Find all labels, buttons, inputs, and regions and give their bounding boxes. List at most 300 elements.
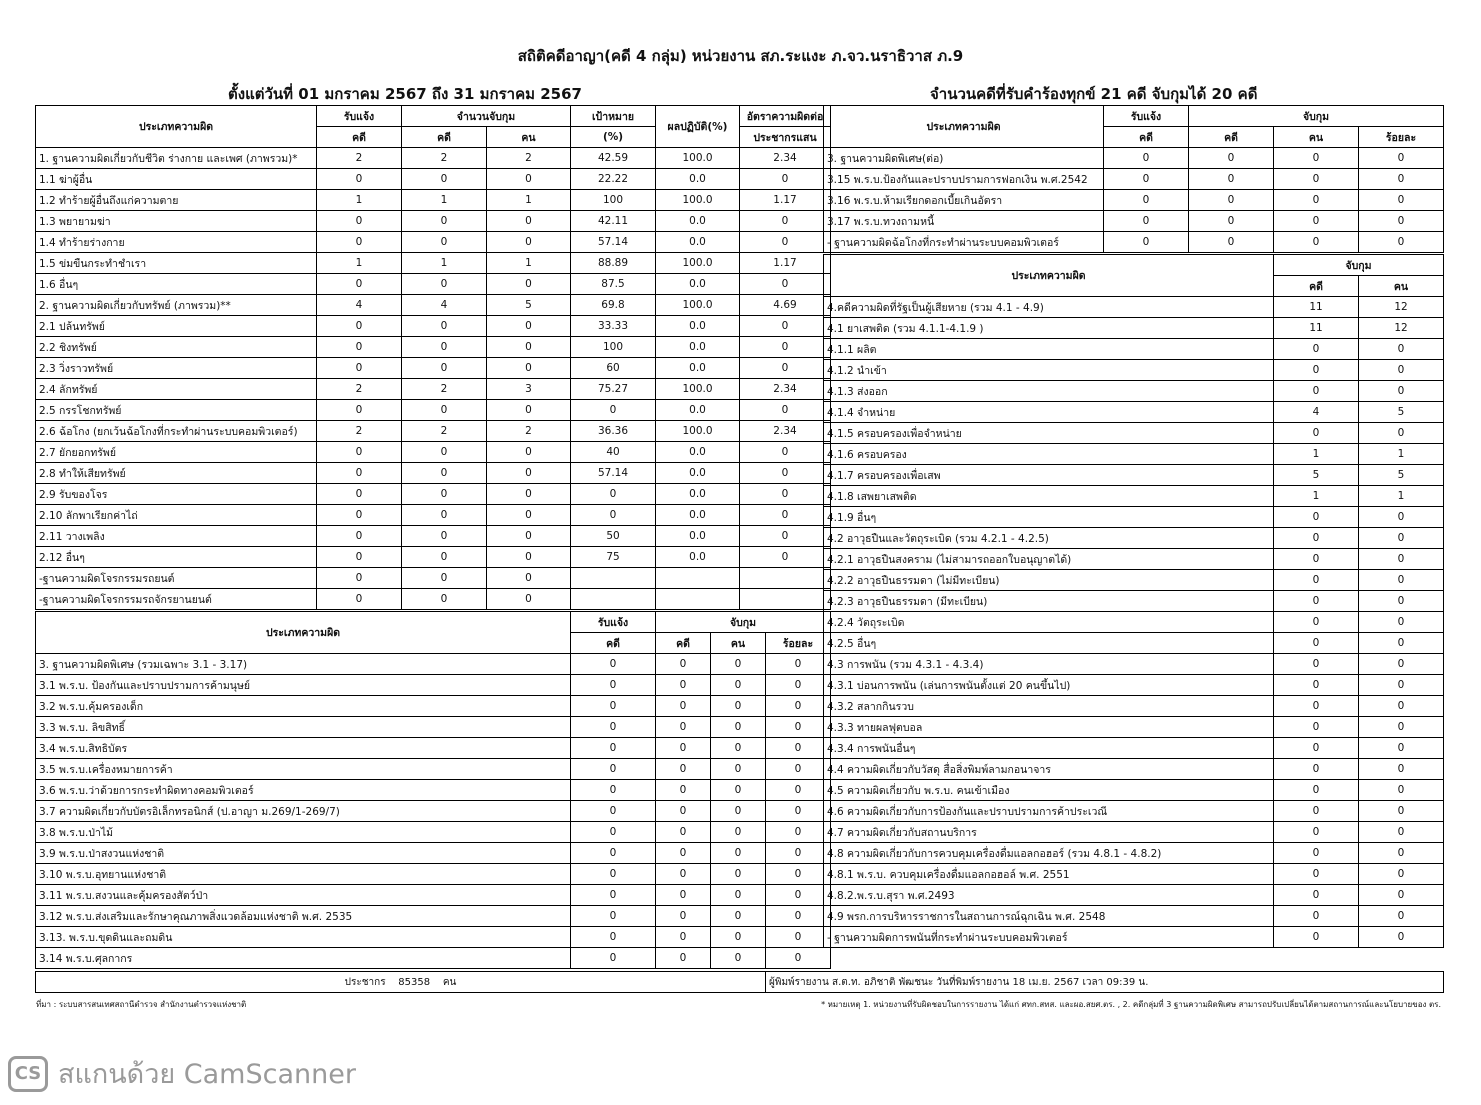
offense-label: 4.8 ความผิดเกี่ยวกับการควบคุมเครื่องดื่มแอลกอฮอร์ (รวม 4.8.1 - 4.8.2): [824, 843, 1274, 864]
value-cell: [656, 568, 740, 589]
value-cell: 0.0: [656, 400, 740, 421]
value-cell: 0: [1274, 738, 1359, 759]
value-cell: 0: [317, 547, 402, 568]
value-cell: 0: [1359, 423, 1444, 444]
value-cell: 0: [740, 505, 831, 526]
value-cell: [571, 589, 656, 610]
table-row: [824, 801, 1444, 822]
value-cell: 0: [711, 696, 766, 717]
value-cell: 0: [402, 337, 487, 358]
value-cell: 0: [1359, 232, 1444, 253]
value-cell: 0: [571, 843, 656, 864]
offense-label: 3.15 พ.ร.บ.ป้องกันและปราบปรามการฟอกเงิน พ.ศ.2542: [824, 169, 1104, 190]
value-cell: 0: [1274, 339, 1359, 360]
value-cell: 0: [402, 316, 487, 337]
offense-label: 4.3.2 สลากกินรวบ: [824, 696, 1274, 717]
report-period: ตั้งแต่วันที่ 01 มกราคม 2567 ถึง 31 มกราคม 2567: [228, 85, 582, 103]
offense-label: 2.5 กรรโชกทรัพย์: [36, 400, 317, 421]
value-cell: 0: [656, 759, 711, 780]
value-cell: 0: [711, 654, 766, 675]
offense-label: 3.5 พ.ร.บ.เครื่องหมายการค้า: [36, 759, 571, 780]
table-row: [36, 738, 831, 759]
offense-label: 2.4 ลักทรัพย์: [36, 379, 317, 400]
value-cell: 0: [1274, 169, 1359, 190]
value-cell: 0: [317, 358, 402, 379]
value-cell: 0: [1359, 570, 1444, 591]
value-cell: 0: [487, 547, 571, 568]
value-cell: 0: [1274, 780, 1359, 801]
special-offense-table: [35, 611, 831, 969]
value-cell: 0: [740, 169, 831, 190]
value-cell: 0: [656, 717, 711, 738]
source-note: ที่มา : ระบบสารสนเทศสถานีตำรวจ สำนักงานตำรวจแห่งชาติ: [36, 1000, 247, 1009]
value-cell: 0: [1274, 759, 1359, 780]
value-cell: 0: [1274, 717, 1359, 738]
value-cell: 0: [571, 801, 656, 822]
table-row: [36, 717, 831, 738]
value-cell: 0: [317, 400, 402, 421]
table-row: [36, 253, 831, 274]
value-cell: 0: [656, 801, 711, 822]
offense-label: 1.2 ทำร้ายผู้อื่นถึงแก่ความตาย: [36, 190, 317, 211]
col-arrest-percent: ร้อยละ: [1359, 127, 1444, 148]
table-row: [824, 507, 1444, 528]
value-cell: 1: [487, 253, 571, 274]
value-cell: 0: [711, 759, 766, 780]
value-cell: 0: [766, 927, 831, 948]
value-cell: 0.0: [656, 526, 740, 547]
value-cell: 0: [711, 717, 766, 738]
offense-label: 2. ฐานความผิดเกี่ยวกับทรัพย์ (ภาพรวม)**: [36, 295, 317, 316]
value-cell: 0: [1359, 885, 1444, 906]
value-cell: 0: [571, 927, 656, 948]
offense-label: 1.3 พยายามฆ่า: [36, 211, 317, 232]
value-cell: 50: [571, 526, 656, 547]
col-received-cases: คดี: [1104, 127, 1189, 148]
value-cell: [571, 568, 656, 589]
value-cell: 0: [487, 316, 571, 337]
offense-label: 4.1 ยาเสพติด (รวม 4.1.1-4.1.9 ): [824, 318, 1274, 339]
offense-label: 4.2 อาวุธปืนและวัตถุระเบิด (รวม 4.2.1 - 4.2.5): [824, 528, 1274, 549]
value-cell: 0: [656, 738, 711, 759]
value-cell: 0: [1189, 190, 1274, 211]
value-cell: 0: [740, 547, 831, 568]
value-cell: 0: [571, 948, 656, 969]
table-row: [36, 442, 831, 463]
offense-label: 2.6 ฉ้อโกง (ยกเว้นฉ้อโกงที่กระทำผ่านระบบคอมพิวเตอร์): [36, 421, 317, 442]
value-cell: 0: [487, 358, 571, 379]
value-cell: 0: [1274, 528, 1359, 549]
value-cell: 0: [1359, 801, 1444, 822]
value-cell: 100.0: [656, 295, 740, 316]
value-cell: 0: [766, 717, 831, 738]
value-cell: 0: [1359, 190, 1444, 211]
value-cell: 0: [766, 843, 831, 864]
table-row: [36, 337, 831, 358]
table-row: [36, 190, 831, 211]
value-cell: 2: [487, 148, 571, 169]
table-row: [36, 568, 831, 589]
offense-label: 4.6 ความผิดเกี่ยวกับการป้องกันและปราบปรามการค้าประเวณี: [824, 801, 1274, 822]
value-cell: 0: [317, 568, 402, 589]
offense-label: 3.13. พ.ร.บ.ขุดดินและถมดิน: [36, 927, 571, 948]
value-cell: 0: [402, 505, 487, 526]
value-cell: [740, 589, 831, 610]
value-cell: 88.89: [571, 253, 656, 274]
table-row: [824, 318, 1444, 339]
value-cell: 0: [656, 696, 711, 717]
offense-label: 1. ฐานความผิดเกี่ยวกับชีวิต ร่างกาย และเพศ (ภาพรวม)*: [36, 148, 317, 169]
value-cell: 0: [487, 484, 571, 505]
value-cell: 0: [656, 885, 711, 906]
value-cell: 0: [1359, 927, 1444, 948]
table-row: [36, 232, 831, 253]
offense-label: 3. ฐานความผิดพิเศษ (รวมเฉพาะ 3.1 - 3.17): [36, 654, 571, 675]
table-row: [824, 423, 1444, 444]
value-cell: 2.34: [740, 148, 831, 169]
value-cell: 0: [740, 274, 831, 295]
value-cell: 0: [766, 948, 831, 969]
value-cell: 0: [1274, 612, 1359, 633]
table-row: [824, 759, 1444, 780]
camscanner-logo-icon: CS: [8, 1056, 48, 1092]
table-row: [824, 232, 1444, 253]
table-row: [36, 526, 831, 547]
offense-label: 3.7 ความผิดเกี่ยวกับบัตรอิเล็กทรอนิกส์ (ป.อาญา ม.269/1-269/7): [36, 801, 571, 822]
value-cell: 0.0: [656, 505, 740, 526]
offense-label: 4.คดีความผิดที่รัฐเป็นผู้เสียหาย (รวม 4.1 - 4.9): [824, 297, 1274, 318]
value-cell: 1: [1359, 444, 1444, 465]
value-cell: 0: [571, 822, 656, 843]
table-row: [824, 696, 1444, 717]
value-cell: 0: [1274, 696, 1359, 717]
table-row: [36, 547, 831, 568]
offense-label: 1.4 ทำร้ายร่างกาย: [36, 232, 317, 253]
value-cell: 12: [1359, 297, 1444, 318]
table-row: [824, 297, 1444, 318]
col-received-cases: คดี: [571, 633, 656, 654]
offense-label: 4.2.1 อาวุธปืนสงคราม (ไม่สามารถออกใบอนุญาตได้): [824, 549, 1274, 570]
value-cell: 2: [402, 379, 487, 400]
value-cell: 0: [571, 505, 656, 526]
value-cell: 4: [317, 295, 402, 316]
value-cell: 0: [402, 547, 487, 568]
value-cell: 0: [1359, 738, 1444, 759]
value-cell: 0: [1359, 759, 1444, 780]
table-row: [824, 444, 1444, 465]
offense-label: -ฐานความผิดโจรกรรมรถจักรยานยนต์: [36, 589, 317, 610]
value-cell: 0: [402, 568, 487, 589]
table-row: [824, 528, 1444, 549]
value-cell: 0: [740, 442, 831, 463]
value-cell: 1: [1274, 486, 1359, 507]
offense-label: 3. ฐานความผิดพิเศษ(ต่อ): [824, 148, 1104, 169]
offense-label: - ฐานความผิดการพนันที่กระทำผ่านระบบคอมพิวเตอร์: [824, 927, 1274, 948]
table-row: [36, 675, 831, 696]
value-cell: 0: [487, 274, 571, 295]
value-cell: 0: [317, 526, 402, 547]
value-cell: 0.0: [656, 484, 740, 505]
value-cell: 1: [1359, 486, 1444, 507]
offense-label: 4.1.1 ผลิต: [824, 339, 1274, 360]
value-cell: 0: [487, 211, 571, 232]
offense-label: 4.3 การพนัน (รวม 4.3.1 - 4.3.4): [824, 654, 1274, 675]
value-cell: 0: [1274, 885, 1359, 906]
value-cell: 0: [1274, 232, 1359, 253]
value-cell: 0: [402, 358, 487, 379]
state-victim-offense-table: [823, 254, 1444, 948]
value-cell: 0: [1359, 549, 1444, 570]
col-arrest-persons: คน: [487, 127, 571, 148]
value-cell: 0: [1274, 423, 1359, 444]
value-cell: 0: [1359, 339, 1444, 360]
table-row: [824, 927, 1444, 948]
value-cell: 0.0: [656, 211, 740, 232]
table-row: [36, 864, 831, 885]
table-row: [824, 717, 1444, 738]
table-row: [824, 780, 1444, 801]
offense-label: 4.1.2 นำเข้า: [824, 360, 1274, 381]
table-row: [824, 148, 1444, 169]
value-cell: 2: [317, 379, 402, 400]
value-cell: 0: [571, 717, 656, 738]
value-cell: 0: [1274, 633, 1359, 654]
value-cell: 0: [1274, 675, 1359, 696]
value-cell: 0: [1274, 190, 1359, 211]
value-cell: 5: [1274, 465, 1359, 486]
col-target: เป้าหมาย: [571, 106, 656, 127]
offense-label: 3.4 พ.ร.บ.สิทธิบัตร: [36, 738, 571, 759]
col-arrest-cases: คดี: [1274, 276, 1359, 297]
offense-label: -ฐานความผิดโจรกรรมรถยนต์: [36, 568, 317, 589]
value-cell: 0: [711, 885, 766, 906]
value-cell: 1: [487, 190, 571, 211]
value-cell: 0.0: [656, 463, 740, 484]
population-cell: [36, 972, 766, 993]
value-cell: 69.8: [571, 295, 656, 316]
value-cell: 0: [1274, 801, 1359, 822]
special-offense-continued-table: [823, 105, 1444, 253]
value-cell: 100.0: [656, 148, 740, 169]
value-cell: 1: [317, 253, 402, 274]
value-cell: 0: [402, 484, 487, 505]
table-row: [824, 591, 1444, 612]
value-cell: 0: [740, 337, 831, 358]
offense-label: 4.1.3 ส่งออก: [824, 381, 1274, 402]
value-cell: 0: [740, 316, 831, 337]
offense-label: 3.10 พ.ร.บ.อุทยานแห่งชาติ: [36, 864, 571, 885]
value-cell: 0: [487, 442, 571, 463]
value-cell: 42.59: [571, 148, 656, 169]
table-row: [36, 505, 831, 526]
table-row: [824, 486, 1444, 507]
table-row: [36, 169, 831, 190]
col-received: รับแจ้ง: [571, 612, 656, 633]
value-cell: 0: [1359, 906, 1444, 927]
value-cell: 0: [402, 589, 487, 610]
col-arrest: จับกุม: [1274, 255, 1444, 276]
offense-label: 4.2.2 อาวุธปืนธรรมดา (ไม่มีทะเบียน): [824, 570, 1274, 591]
value-cell: 11: [1274, 297, 1359, 318]
col-offense: ประเภทความผิด: [824, 106, 1104, 148]
value-cell: 0: [766, 864, 831, 885]
value-cell: 0: [1359, 169, 1444, 190]
table-row: [36, 589, 831, 610]
offense-label: 3.1 พ.ร.บ. ป้องกันและปราบปรามการค้ามนุษย์: [36, 675, 571, 696]
value-cell: 0: [1274, 211, 1359, 232]
table-row: [36, 843, 831, 864]
col-received: รับแจ้ง: [1104, 106, 1189, 127]
value-cell: 100.0: [656, 190, 740, 211]
value-cell: 0: [1189, 232, 1274, 253]
watermark-text: สแกนด้วย CamScanner: [58, 1059, 356, 1090]
offense-label: 1.6 อื่นๆ: [36, 274, 317, 295]
col-arrest-cases: คดี: [1189, 127, 1274, 148]
col-received: รับแจ้ง: [317, 106, 402, 127]
value-cell: 0: [317, 589, 402, 610]
value-cell: 0: [1104, 232, 1189, 253]
value-cell: 0: [740, 484, 831, 505]
offense-label: 4.1.8 เสพยาเสพติด: [824, 486, 1274, 507]
value-cell: 0: [571, 738, 656, 759]
offense-label: 4.2.4 วัตถุระเบิด: [824, 612, 1274, 633]
value-cell: 0.0: [656, 169, 740, 190]
table-row: [36, 316, 831, 337]
value-cell: 22.22: [571, 169, 656, 190]
value-cell: 0: [740, 463, 831, 484]
value-cell: 0: [317, 316, 402, 337]
value-cell: 0: [740, 211, 831, 232]
col-arrest: จับกุม: [1189, 106, 1444, 127]
col-arrest-persons: คน: [1359, 276, 1444, 297]
value-cell: 0: [740, 358, 831, 379]
table-row: [36, 484, 831, 505]
col-arrest-cases: คดี: [402, 127, 487, 148]
table-row: [36, 948, 831, 969]
value-cell: 0: [317, 274, 402, 295]
table-row: [36, 463, 831, 484]
value-cell: 4: [1274, 402, 1359, 423]
offense-label: 2.1 ปล้นทรัพย์: [36, 316, 317, 337]
value-cell: 0: [1359, 696, 1444, 717]
value-cell: 0.0: [656, 337, 740, 358]
value-cell: 100: [571, 337, 656, 358]
value-cell: 0: [1189, 211, 1274, 232]
value-cell: 0: [487, 463, 571, 484]
value-cell: 0: [711, 948, 766, 969]
value-cell: 0: [402, 211, 487, 232]
offense-label: 4.7 ความผิดเกี่ยวกับสถานบริการ: [824, 822, 1274, 843]
value-cell: 0: [766, 654, 831, 675]
value-cell: 0: [1104, 169, 1189, 190]
offense-label: 4.2.3 อาวุธปืนธรรมดา (มีทะเบียน): [824, 591, 1274, 612]
table-row: [36, 295, 831, 316]
value-cell: 0: [711, 738, 766, 759]
value-cell: 0: [1189, 148, 1274, 169]
value-cell: 100.0: [656, 379, 740, 400]
offense-label: 4.1.4 จำหน่าย: [824, 402, 1274, 423]
value-cell: 0: [402, 274, 487, 295]
table-row: [36, 148, 831, 169]
value-cell: 0: [656, 864, 711, 885]
violent-property-crime-table: [35, 105, 831, 610]
value-cell: 0: [711, 906, 766, 927]
table-row: [36, 211, 831, 232]
value-cell: 0: [1359, 717, 1444, 738]
value-cell: 2.34: [740, 421, 831, 442]
table-row: [36, 400, 831, 421]
table-row: [824, 633, 1444, 654]
value-cell: 1: [402, 190, 487, 211]
value-cell: 0: [711, 675, 766, 696]
value-cell: 0: [1359, 360, 1444, 381]
value-cell: 0: [1274, 591, 1359, 612]
table-row: [36, 801, 831, 822]
value-cell: 60: [571, 358, 656, 379]
value-cell: 0: [402, 463, 487, 484]
value-cell: 0: [487, 568, 571, 589]
value-cell: 0: [656, 843, 711, 864]
table-row: [824, 211, 1444, 232]
value-cell: 0: [487, 232, 571, 253]
report-footer: [35, 971, 1444, 993]
col-received-cases: คดี: [317, 127, 402, 148]
table-row: [36, 421, 831, 442]
table-row: [824, 906, 1444, 927]
value-cell: 0: [402, 169, 487, 190]
value-cell: 0: [1359, 633, 1444, 654]
table-row: [824, 549, 1444, 570]
value-cell: 0: [487, 589, 571, 610]
value-cell: 0.0: [656, 442, 740, 463]
value-cell: 0: [1274, 148, 1359, 169]
offense-label: 4.1.6 ครอบครอง: [824, 444, 1274, 465]
value-cell: 40: [571, 442, 656, 463]
value-cell: 0: [766, 822, 831, 843]
offense-label: 3.17 พ.ร.บ.ทวงถามหนี้: [824, 211, 1104, 232]
value-cell: 0: [1274, 864, 1359, 885]
value-cell: 12: [1359, 318, 1444, 339]
table-row: [36, 759, 831, 780]
value-cell: 0: [1359, 675, 1444, 696]
offense-label: 4.8.1 พ.ร.บ. ควบคุมเครื่องดื่มแอลกอฮอล์ พ.ศ. 2551: [824, 864, 1274, 885]
value-cell: 2: [402, 148, 487, 169]
offense-label: 3.9 พ.ร.บ.ป่าสงวนแห่งชาติ: [36, 843, 571, 864]
table-row: [824, 738, 1444, 759]
table-row: [824, 190, 1444, 211]
value-cell: 4.69: [740, 295, 831, 316]
value-cell: 2: [317, 421, 402, 442]
offense-label: 3.2 พ.ร.บ.คุ้มครองเด็ก: [36, 696, 571, 717]
value-cell: 0: [402, 232, 487, 253]
value-cell: 0: [656, 780, 711, 801]
offense-label: 4.1.7 ครอบครองเพื่อเสพ: [824, 465, 1274, 486]
value-cell: 0.0: [656, 274, 740, 295]
value-cell: 0: [1359, 148, 1444, 169]
col-offense: ประเภทความผิด: [36, 612, 571, 654]
offense-label: 1.1 ฆ่าผู้อื่น: [36, 169, 317, 190]
offense-label: 3.8 พ.ร.บ.ป่าไม้: [36, 822, 571, 843]
case-summary: จำนวนคดีที่รับคำร้องทุกข์ 21 คดี จับกุมได้ 20 คดี: [930, 85, 1258, 103]
value-cell: 0: [1359, 591, 1444, 612]
value-cell: 0: [1359, 654, 1444, 675]
value-cell: 57.14: [571, 232, 656, 253]
offense-label: 3.12 พ.ร.บ.ส่งเสริมและรักษาคุณภาพสิ่งแวดล้อมแห่งชาติ พ.ศ. 2535: [36, 906, 571, 927]
value-cell: [740, 568, 831, 589]
value-cell: 0: [1359, 780, 1444, 801]
value-cell: 0: [317, 442, 402, 463]
col-target-percent: (%): [571, 127, 656, 148]
